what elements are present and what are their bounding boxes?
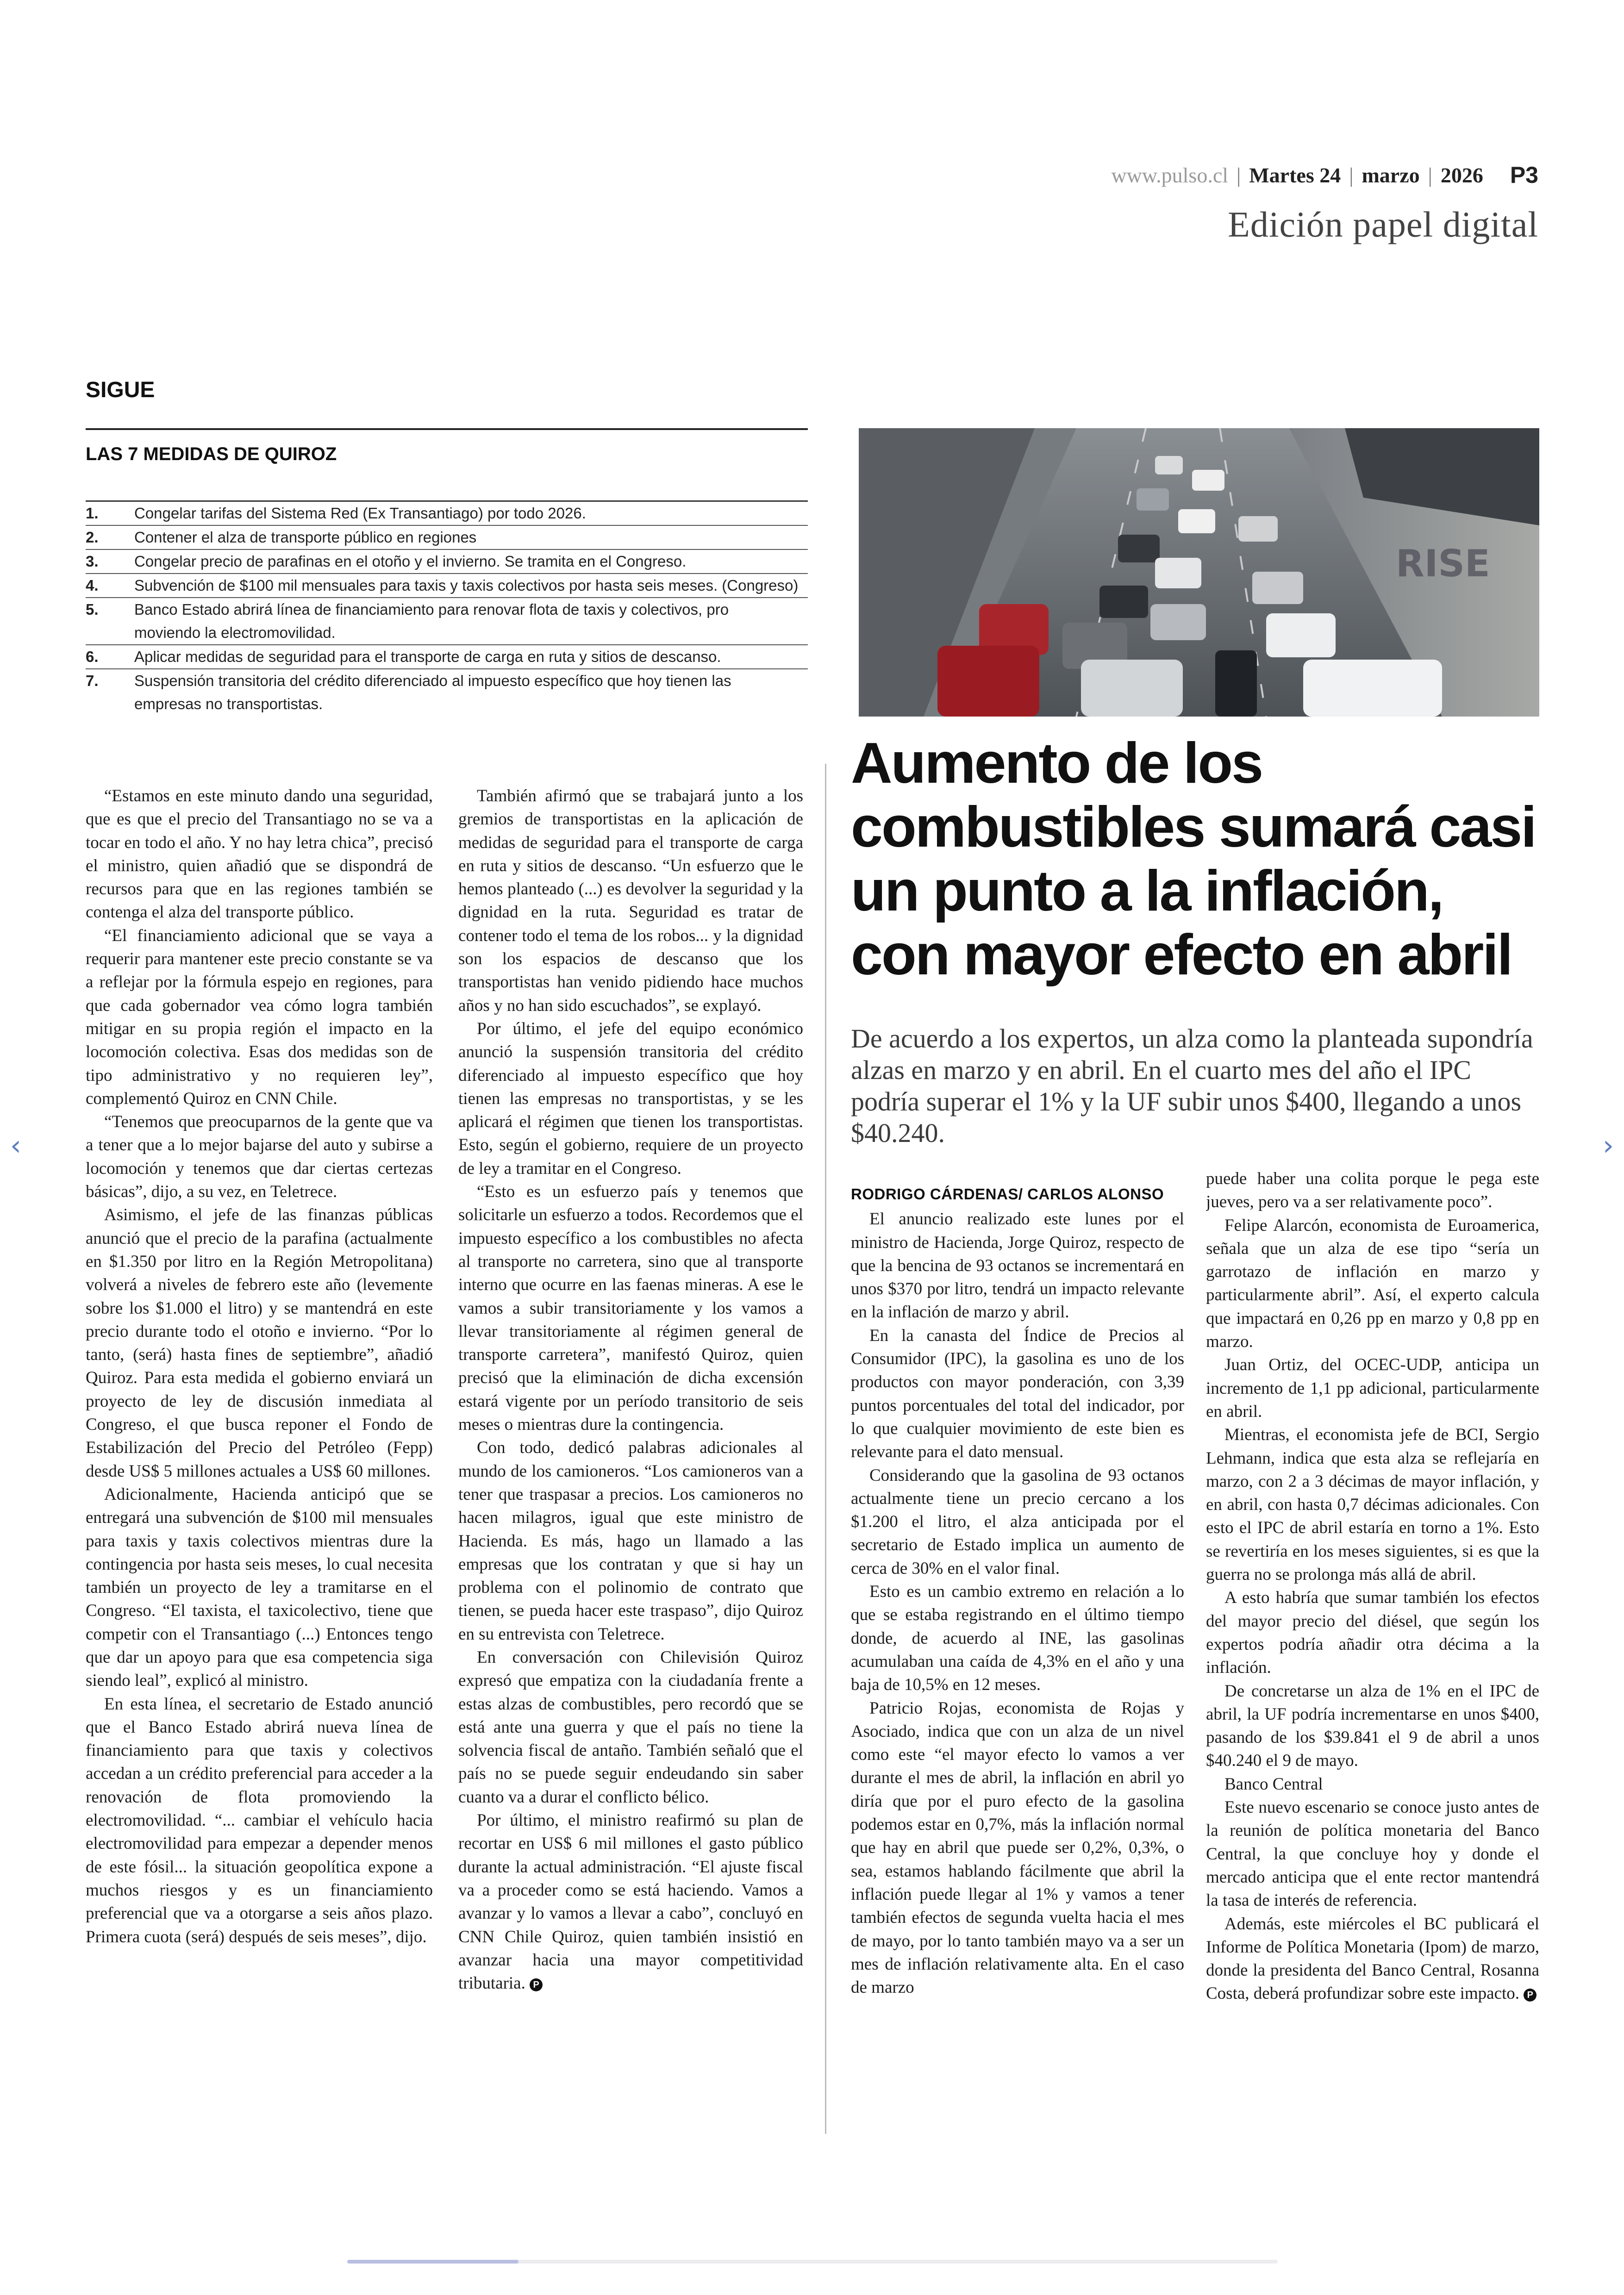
paragraph: En la canasta del Índice de Precios al Consumidor (IPC), la gasolina es uno de los productos con mayor ponderación, con 3,39 puntos porcentuales del total del indicador, por lo que cualquier movimiento de este bien es relevante para el dato mensual. bbox=[851, 1326, 1184, 1462]
paragraph: A esto habría que sumar también los efectos del mayor precio del diésel, que según los expertos podría añadir otra décima a la inflación. bbox=[1206, 1588, 1539, 1678]
measure-text: Banco Estado abrirá línea de financiamiento para renovar flota de taxis y colectivos, pro moviendo la electromovilidad. bbox=[134, 601, 729, 641]
paragraph: Patricio Rojas, economista de Rojas y Asociado, indica que con un alza de un nivel como este “el mayor efecto lo vamos a ver durante el mes de abril, la inflación en abril yo diría que por el puro efecto de la gasolina podemos estar en 0,7%, más la inflación normal que hay en abril que puede ser 0,2%, 0,3%, o sea, estamos hablando fácilmente que abril la inflación puede llegar al 1% y vamos a tener también efectos de segunda vuelta hacia el mes de mayo, por lo tanto también mayo va a ser un mes de inflación relativamente alta. En el caso de marzo bbox=[851, 1698, 1184, 1997]
masthead bbox=[1111, 156, 1538, 193]
measures-box bbox=[86, 428, 808, 740]
paragraph: “Tenemos que preocuparnos de la gente que va a tener que a lo mejor bajarse del auto y subirse a locomoción y tenemos que dar ciertas certezas básicas”, dijo, a su vez, en Teletrece. bbox=[86, 1112, 433, 1202]
measure-text: Contener el alza de transporte público en regiones bbox=[134, 529, 477, 546]
measure-number: 5. bbox=[86, 601, 99, 618]
issue-day: Martes 24 bbox=[1249, 163, 1341, 187]
measure-number: 1. bbox=[86, 505, 99, 522]
measure-item bbox=[86, 669, 808, 716]
paragraph: También afirmó que se trabajará junto a los gremios de transportistas en la aplicación de medidas de seguridad para el transporte de carga en ruta y sitios de descanso. “Un esfuerzo que le hemos planteado (...) es devolver la seguridad y la dignidad en la ruta. Seguridad es tratar de contener todo el tema de los robos... y la dignidad son los espacios de descanso que los transportistas han venido pidiendo hace muchos años y no han sido escuchados”, se explayó. bbox=[458, 786, 803, 1015]
paragraph: En esta línea, el secretario de Estado anunció que el Banco Estado abrirá nueva línea de financiamiento para que taxis y colectivos accedan a un crédito preferencial para acceder a la renovación de flota promoviendo la electromovilidad. “... cambiar el vehículo hacia electromovilidad para empezar a depender menos de este fósil... la situación geopolítica expone a muchos riesgos y es un financiamiento preferencial que va a otorgarse a seis años plazo. Primera cuota (será) después de seis meses”, dijo. bbox=[86, 1694, 433, 1946]
paragraph: Por último, el jefe del equipo económico anunció la suspensión transitoria del crédito diferenciado al impuesto específico que hoy tienen las empresas no transportistas, y se les aplicará el régimen que tienen los transportistas. Esto, según el gobierno, requiere de un proyecto de ley a tramitar en el Congreso. bbox=[458, 1019, 803, 1178]
page-number: P3 bbox=[1510, 162, 1538, 188]
paragraph: Juan Ortiz, del OCEC-UDP, anticipa un incremento de 1,1 pp adicional, particularmente en abril. bbox=[1206, 1355, 1539, 1421]
article-headline: Aumento de los combustibles sumará casi un punto a la inflación, con mayor efecto en abril bbox=[851, 731, 1536, 987]
paragraph: Felipe Alarcón, economista de Euroamerica, señala que un alza de ese tipo “sería un garrotazo de inflación en marzo y particularmente abril”. Así, el experto calcula que impactará en 0,26 pp en marzo y 0,8 pp en marzo. bbox=[1206, 1216, 1539, 1352]
measure-number: 7. bbox=[86, 672, 99, 689]
measure-number: 2. bbox=[86, 529, 99, 546]
traffic-photo bbox=[859, 428, 1539, 717]
scrollbar-thumb[interactable] bbox=[347, 2260, 518, 2264]
paragraph: “Esto es un esfuerzo país y tenemos que solicitarle un esfuerzo a todos. Recordemos que el impuesto específico a los combustibles no afecta al transporte no carretera, sino que al transporte interno que ocurre en las faenas mineras. A ese le vamos a subir transitoriamente y los vamos a llevar transitoriamente al régimen general de transporte carretera”, manifestó Quiroz, quien precisó que la eliminación de dicha excensión estará vigente por un período transitorio de seis meses o mientras dure la contingencia. bbox=[458, 1182, 803, 1434]
measure-text: Subvención de $100 mil mensuales para taxis y taxis colectivos por hasta seis meses. (Congreso) bbox=[134, 577, 799, 594]
separator: | bbox=[1428, 163, 1432, 187]
site-url[interactable]: www.pulso.cl bbox=[1111, 163, 1229, 187]
paragraph-text: Por último, el ministro reafirmó su plan de recortar en US$ 6 mil millones el gasto público durante la actual administración. “El ajuste fiscal va a proceder como se está haciendo. Vamos a avanzar y lo vamos a llevar a cabo”, concluyó en CNN Chile Quiroz, quien también insistió en avanzar hacia una mayor competitividad tributaria. bbox=[458, 1811, 803, 1993]
measure-item bbox=[86, 526, 808, 550]
paragraph: puede haber una colita porque le pega este jueves, pero va a ser relativamente poco”. bbox=[1206, 1169, 1539, 1212]
paragraph: Considerando que la gasolina de 93 octanos actualmente tiene un precio cercano a los $1.200 el litro, el alza anticipada por el secretario de Estado implica un aumento de cerca de 30% en el valor final. bbox=[851, 1466, 1184, 1578]
measure-text: Suspensión transitoria del crédito diferenciado al impuesto específico que hoy tienen las empresas no transportistas. bbox=[134, 672, 731, 712]
byline: RODRIGO CÁRDENAS/ CARLOS ALONSO bbox=[851, 1185, 1164, 1203]
article-deck: De acuerdo a los expertos, un alza como la planteada supondría alzas en marzo y en abril. En el cuarto mes del año el IPC podría superar el 1% y la UF subir unos $400, llegando a unos $40.240. bbox=[851, 1023, 1533, 1148]
sigue-column-1 bbox=[86, 785, 433, 2132]
paragraph: El anuncio realizado este lunes por el ministro de Hacienda, Jorge Quiroz, respecto de que la bencina de 93 octanos se incrementará en unos $370 por litro, tendrá un impacto relevante en la inflación de marzo y abril. bbox=[851, 1210, 1184, 1322]
paragraph bbox=[458, 1809, 803, 1995]
measure-text: Congelar tarifas del Sistema Red (Ex Transantiago) por todo 2026. bbox=[134, 505, 586, 522]
column-divider bbox=[825, 764, 826, 2134]
paragraph: Asimismo, el jefe de las finanzas públicas anunció que el precio de la parafina (actualmente en $1.350 por litro en la Región Metropolitana) volverá a niveles de febrero este año (levemente sobre los $1.000 el litro) y se mantendrá en este precio durante todo el otoño e invierno. “Por lo tanto, (será) hasta fines de septiembre”, añadió Quiroz. Para esta medida el gobierno enviará un proyecto de ley de discusión inmediata al Congreso, el que busca reponer el Fondo de Estabilización del Precio del Petróleo (Fepp) desde US$ 5 millones actuales a US$ 60 millones. bbox=[86, 1205, 433, 1481]
measure-number: 3. bbox=[86, 553, 99, 570]
measures-title: LAS 7 MEDIDAS DE QUIROZ bbox=[86, 444, 337, 464]
paragraph bbox=[1206, 1913, 1539, 2006]
measures-list bbox=[86, 500, 808, 716]
section-label: SIGUE bbox=[86, 378, 155, 402]
paragraph: Adicionalmente, Hacienda anticipó que se entregará una subvención de $100 mil mensuales para taxis y taxis colectivos mientras dure la contingencia por hasta seis meses, lo cual necesita también un proyecto de ley a tramitarse en el Congreso. “El taxista, el taxicolectivo, tiene que competir con el Transantiago (...) Entonces tengo que dar un apoyo para que esa competencia siga siendo leal”, explicó al ministro. bbox=[86, 1484, 433, 1690]
measure-item bbox=[86, 550, 808, 574]
paragraph: “Estamos en este minuto dando una seguridad, que es que el precio del Transantiago no se va a tocar en todo el año. Y no hay letra chica”, precisó el ministro, quien añadió que se dispondrá de recursos para que en las regiones también se contenga el alza del transporte público. bbox=[86, 786, 433, 922]
article-column-2 bbox=[1206, 1167, 1539, 2132]
edition-title: Edición papel digital bbox=[1228, 204, 1538, 244]
measure-text: Congelar precio de parafinas en el otoño y el invierno. Se tramita en el Congreso. bbox=[134, 553, 687, 570]
measure-text: Aplicar medidas de seguridad para el transporte de carga en ruta y sitios de descanso. bbox=[134, 648, 721, 665]
paragraph: En conversación con Chilevisión Quiroz expresó que empatiza con la ciudadanía frente a estas alzas de combustibles, pero recordó que se está ante una guerra y que el país no tiene la solvencia fiscal de antaño. También señaló que el país no se puede seguir endeudando sin saber cuanto va a durar el conflicto bélico. bbox=[458, 1647, 803, 1807]
graffiti-text: RISE bbox=[1396, 542, 1490, 585]
separator: | bbox=[1349, 163, 1354, 187]
end-mark-icon: P bbox=[1524, 1989, 1537, 2002]
sigue-column-2 bbox=[458, 785, 803, 2132]
separator: | bbox=[1237, 163, 1241, 187]
measure-item bbox=[86, 502, 808, 526]
subheading: Banco Central bbox=[1224, 1774, 1323, 1794]
paragraph: Con todo, dedicó palabras adicionales al mundo de los camioneros. “Los camioneros van a tener que traspasar a precios. Los camioneros no hacen milagros, igual que este ministro de Hacienda. Es más, hago un llamado a las empresas que los contratan y que si hay un problema con el polinomio de contrato que tienen, se pueda hacer este traspaso”, dijo Quiroz en su entrevista con Teletrece. bbox=[458, 1438, 803, 1644]
measure-number: 4. bbox=[86, 577, 99, 594]
article-column-1 bbox=[851, 1183, 1184, 2132]
paragraph: De concretarse un alza de 1% en el IPC de abril, la UF podría incrementarse en unos $400, pasando de los $39.841 el 9 de abril a unos $40.240 el 9 de mayo. bbox=[1206, 1681, 1539, 1771]
traffic-illustration bbox=[859, 428, 1539, 717]
issue-month: marzo bbox=[1362, 163, 1420, 187]
end-mark-icon: P bbox=[530, 1978, 543, 1991]
prev-page-icon[interactable]: ‹ bbox=[10, 1129, 21, 1162]
next-page-icon[interactable]: › bbox=[1603, 1129, 1614, 1162]
paragraph: Mientras, el economista jefe de BCI, Sergio Lehmann, indica que esta alza se reflejaría en marzo, con 2 a 3 décimas de mayor inflación, y en abril, con hasta 0,7 décimas adicionales. Con esto el IPC de abril estaría en torno a 1%. Esto se revertiría en los meses siguientes, si es que la guerra no se prolonga más allá de abril. bbox=[1206, 1425, 1539, 1584]
paragraph: Este nuevo escenario se conoce justo antes de la reunión de política monetaria del Banco Central, la que concluye hoy y donde el mercado anticipa que el ente rector mantendrá la tasa de interés de referencia. bbox=[1206, 1798, 1539, 1910]
measure-number: 6. bbox=[86, 648, 99, 665]
paragraph: Esto es un cambio extremo en relación a lo que se estaba registrando en el último tiempo donde, de acuerdo al INE, las gasolinas acumulaban una caída de 4,3% en el año y una baja de 10,5% en 12 meses. bbox=[851, 1582, 1184, 1695]
measure-item bbox=[86, 598, 808, 645]
issue-year: 2026 bbox=[1440, 163, 1483, 187]
paragraph-text: Además, este miércoles el BC publicará el Informe de Política Monetaria (Ipom) de marzo, donde la presidenta del Banco Central, Rosanna Costa, deberá profundizar sobre este impacto. bbox=[1206, 1914, 1539, 2003]
paragraph: “El financiamiento adicional que se vaya a requerir para mantener este precio constante se va a reflejar por la fórmula espejo en regiones, para que cada gobernador vea cómo logra también mitigar en su propia región el impacto en la locomoción colectiva. Esas dos medidas son de tipo administrativo y no requieren ley”, complementó Quiroz en CNN Chile. bbox=[86, 926, 433, 1108]
measure-item bbox=[86, 574, 808, 598]
measure-item bbox=[86, 645, 808, 669]
